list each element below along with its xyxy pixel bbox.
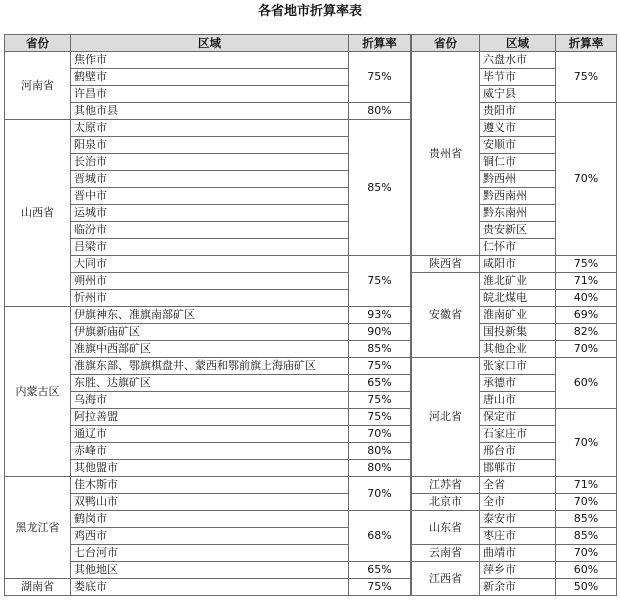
right-body [412, 52, 617, 596]
region-cell: 邢台市 [480, 443, 556, 460]
rate-cell: 70% [349, 426, 411, 443]
region-cell: 贵安新区 [480, 222, 556, 239]
region-cell: 国投新集 [480, 324, 556, 341]
region-cell: 晋中市 [71, 188, 349, 205]
rate-cell: 90% [349, 324, 411, 341]
rate-cell: 75% [349, 358, 411, 375]
region-cell: 淮北矿业 [480, 273, 556, 290]
rate-cell: 75% [556, 256, 617, 273]
province-cell: 河南省 [5, 52, 71, 120]
rate-cell: 65% [349, 375, 411, 392]
table-row [412, 256, 617, 273]
header-region: 区域 [480, 35, 556, 52]
rate-cell: 93% [349, 307, 411, 324]
region-cell: 长治市 [71, 154, 349, 171]
rate-cell: 70% [556, 494, 617, 511]
province-cell: 云南省 [412, 545, 480, 562]
region-cell: 朔州市 [71, 273, 349, 290]
table-row [412, 273, 617, 290]
region-cell: 石家庄市 [480, 426, 556, 443]
rate-cell: 69% [556, 307, 617, 324]
header-row [5, 35, 411, 52]
province-cell: 江苏省 [412, 477, 480, 494]
rate-cell: 75% [556, 52, 617, 103]
header-province: 省份 [5, 35, 71, 52]
header-rate: 折算率 [556, 35, 617, 52]
header-row [412, 35, 617, 52]
rate-cell: 70% [556, 341, 617, 358]
region-cell: 吕梁市 [71, 239, 349, 256]
region-cell: 伊旗神东、准旗南部矿区 [71, 307, 349, 324]
table-row [412, 358, 617, 375]
rate-table-right [411, 34, 617, 596]
region-cell: 鹤岗市 [71, 511, 349, 528]
region-cell: 其他企业 [480, 341, 556, 358]
region-cell: 泰安市 [480, 511, 556, 528]
region-cell: 萍乡市 [480, 562, 556, 579]
region-cell: 全市 [480, 494, 556, 511]
region-cell: 六盘水市 [480, 52, 556, 69]
region-cell: 邯郸市 [480, 460, 556, 477]
region-cell: 赤峰市 [71, 443, 349, 460]
table-title: 各省地市折算率表 [257, 4, 362, 19]
region-cell: 安顺市 [480, 137, 556, 154]
region-cell: 淮南矿业 [480, 307, 556, 324]
region-cell: 遵义市 [480, 120, 556, 137]
region-cell: 其他市县 [71, 103, 349, 120]
header-province: 省份 [412, 35, 480, 52]
table-row [5, 52, 411, 69]
region-cell: 皖北煤电 [480, 290, 556, 307]
region-cell: 贵阳市 [480, 103, 556, 120]
table-row [412, 545, 617, 562]
rate-cell: 65% [349, 562, 411, 579]
region-cell: 其他地区 [71, 562, 349, 579]
rate-cell: 68% [349, 511, 411, 562]
rate-cell: 75% [349, 52, 411, 103]
header-rate: 折算率 [349, 35, 411, 52]
rate-cell: 85% [556, 511, 617, 528]
rate-cell: 82% [556, 324, 617, 341]
region-cell: 乌海市 [71, 392, 349, 409]
province-cell: 山西省 [5, 120, 71, 307]
table-row [412, 511, 617, 528]
rate-cell: 60% [556, 358, 617, 409]
region-cell: 忻州市 [71, 290, 349, 307]
rate-cell: 40% [556, 290, 617, 307]
region-cell: 大同市 [71, 256, 349, 273]
province-cell: 湖南省 [5, 579, 71, 596]
table-row [5, 307, 411, 324]
province-cell: 安徽省 [412, 273, 480, 358]
region-cell: 佳木斯市 [71, 477, 349, 494]
region-cell: 准旗中西部矿区 [71, 341, 349, 358]
table-row [412, 562, 617, 579]
rate-cell: 75% [349, 409, 411, 426]
table-row [412, 52, 617, 69]
rate-cell: 60% [556, 562, 617, 579]
rate-cell: 75% [349, 579, 411, 596]
region-cell: 毕节市 [480, 69, 556, 86]
province-cell: 黑龙江省 [5, 477, 71, 579]
region-cell: 鸡西市 [71, 528, 349, 545]
table-row [5, 120, 411, 137]
region-cell: 七台河市 [71, 545, 349, 562]
region-cell: 曲靖市 [480, 545, 556, 562]
region-cell: 许昌市 [71, 86, 349, 103]
province-cell: 陕西省 [412, 256, 480, 273]
region-cell: 全省 [480, 477, 556, 494]
province-cell: 山东省 [412, 511, 480, 545]
region-cell: 晋城市 [71, 171, 349, 188]
table-row [5, 477, 411, 494]
rate-cell: 85% [349, 120, 411, 256]
region-cell: 东胜、达旗矿区 [71, 375, 349, 392]
province-cell: 贵州省 [412, 52, 480, 256]
region-cell: 娄底市 [71, 579, 349, 596]
table-row [412, 477, 617, 494]
region-cell: 唐山市 [480, 392, 556, 409]
rate-cell: 50% [556, 579, 617, 596]
left-body [5, 52, 411, 596]
region-cell: 铜仁市 [480, 154, 556, 171]
region-cell: 威宁县 [480, 86, 556, 103]
region-cell: 阳泉市 [71, 137, 349, 154]
rate-table-left [4, 34, 411, 596]
region-cell: 阿拉善盟 [71, 409, 349, 426]
region-cell: 鹤壁市 [71, 69, 349, 86]
province-cell: 河北省 [412, 358, 480, 477]
table-row [412, 494, 617, 511]
region-cell: 其他盟市 [71, 460, 349, 477]
region-cell: 咸阳市 [480, 256, 556, 273]
province-cell: 内蒙古区 [5, 307, 71, 477]
province-cell: 江西省 [412, 562, 480, 596]
region-cell: 枣庄市 [480, 528, 556, 545]
region-cell: 太原市 [71, 120, 349, 137]
region-cell: 运城市 [71, 205, 349, 222]
region-cell: 焦作市 [71, 52, 349, 69]
rate-cell: 85% [349, 341, 411, 358]
rate-cell: 75% [349, 256, 411, 307]
region-cell: 承德市 [480, 375, 556, 392]
rate-cell: 70% [349, 477, 411, 511]
region-cell: 准旗东部、鄂旗棋盘井、蒙西和鄂前旗上海庙矿区 [71, 358, 349, 375]
rate-cell: 70% [556, 409, 617, 477]
rate-cell: 70% [556, 545, 617, 562]
region-cell: 临汾市 [71, 222, 349, 239]
province-cell: 北京市 [412, 494, 480, 511]
region-cell: 仁怀市 [480, 239, 556, 256]
region-cell: 通辽市 [71, 426, 349, 443]
rate-cell: 80% [349, 460, 411, 477]
region-cell: 黔东南州 [480, 205, 556, 222]
rate-cell: 71% [556, 477, 617, 494]
region-cell: 保定市 [480, 409, 556, 426]
region-cell: 双鸭山市 [71, 494, 349, 511]
rate-cell: 75% [349, 392, 411, 409]
table-row [5, 579, 411, 596]
rate-cell: 85% [556, 528, 617, 545]
region-cell: 黔西南州 [480, 188, 556, 205]
rate-cell: 80% [349, 443, 411, 460]
region-cell: 张家口市 [480, 358, 556, 375]
rate-cell: 70% [556, 103, 617, 256]
region-cell: 新余市 [480, 579, 556, 596]
region-cell: 黔西州 [480, 171, 556, 188]
rate-cell: 80% [349, 103, 411, 120]
region-cell: 伊旗新庙矿区 [71, 324, 349, 341]
header-region: 区域 [71, 35, 349, 52]
rate-cell: 71% [556, 273, 617, 290]
